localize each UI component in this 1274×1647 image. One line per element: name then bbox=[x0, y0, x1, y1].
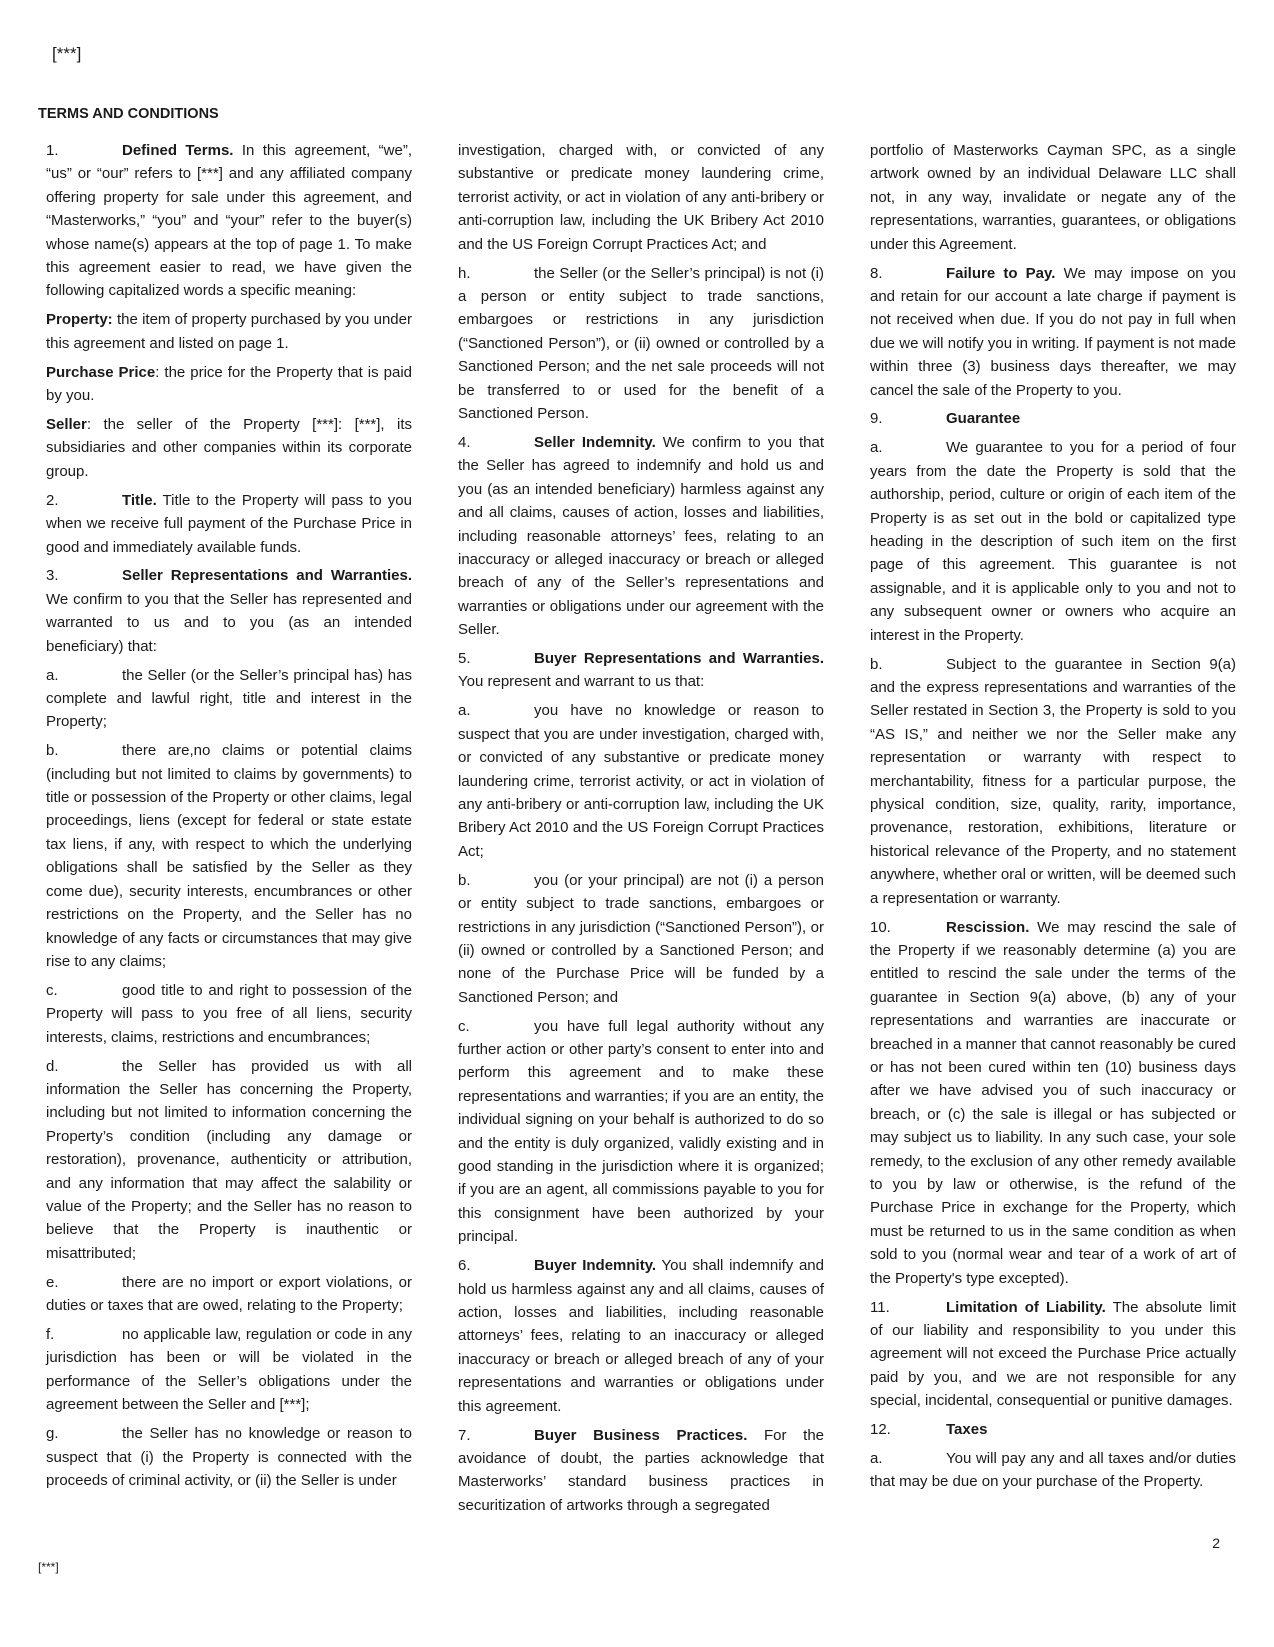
section-7-continued: portfolio of Masterworks Cayman SPC, as a single artwork owned by an individual Delaware LLC shall not, in any way, invalidate or negate any of the representations, warranties, guarantees, or obligations under this Agreement. bbox=[870, 142, 1236, 253]
section-10: 10. Rescission. We may rescind the sale of the Property if we reasonably determine (a) you are entitled to rescind the sale under the terms of the guarantee in Section 9(a) above, (b) any of your representations and warranties are inaccurate or breached in a manner that cannot reasonably be cured or has not been cured within ten (10) business days after we have advised you of such inaccuracy or breach, or (c) the sale is illegal or has subjected or may subject us to liability. In any such case, your sole remedy, to the exclusion of any other remedy available to you by law or otherwise, is the refund of the Purchase Price in exchange for the Property, which must be returned to us in the same condition as when sold to you (normal wear and tear of a work of art of the Property's type excepted). bbox=[870, 918, 1236, 1287]
section-3: 3. Seller Representations and Warranties. We confirm to you that the Seller has represented and warranted to us and to you (as an intended beneficiary) that: bbox=[46, 567, 412, 655]
clause-3g: g. the Seller has no knowledge or reason to suspect that (i) the Property is connected with the proceeds of criminal activity, or (ii) the Seller is under bbox=[46, 1425, 412, 1489]
section-7: 7. Buyer Business Practices. For the avoidance of doubt, the parties acknowledge that Masterworks’ standard business practices in securitization of artworks through a segregated bbox=[458, 1426, 824, 1514]
section-4: 4. Seller Indemnity. We confirm to you that the Seller has agreed to indemnify and hold us and you (as an intended beneficiary) harmless against any and all claims, causes of action, losses and liabilities, including reasonable attorneys’ fees, relating to an inaccuracy or alleged inaccuracy or breach or alleged breach of any of the Seller’s representations and warranties or obligations under our agreement with the Seller. bbox=[458, 433, 824, 639]
section-12: 12. Taxes bbox=[870, 1421, 988, 1439]
page-title: TERMS AND CONDITIONS bbox=[38, 106, 219, 122]
section-5: 5. Buyer Representations and Warranties. You represent and warrant to us that: bbox=[458, 650, 824, 691]
page-number: 2 bbox=[1212, 1535, 1220, 1551]
clause-3b: b. there are,no claims or potential claims (including but not limited to claims by governments) to title or possession of the Property or other claims, legal proceedings, liens (except for federal or state estate tax liens, if any, with respect to which the underlying obligations shall be satisfied by the Seller as they come due), security interests, encumbrances or other restrictions on the Property, and the Seller has no knowledge of any facts or circumstances that may give rise to any claims; bbox=[46, 742, 412, 970]
clause-3f: f. no applicable law, regulation or code in any jurisdiction has been or will be violated in the performance of the Seller’s obligations under the agreement between the Seller and [***]; bbox=[46, 1326, 412, 1414]
column-3 bbox=[870, 139, 1236, 1499]
column-2 bbox=[458, 139, 824, 1523]
clause-9b: b. Subject to the guarantee in Section 9(a) and the express representations and warranties of the Seller restated in Section 3, the Property is sold to you “AS IS,” and neither we nor the Seller make any representation or warranty with respect to merchantability, fitness for a particular purpose, the physical condition, size, quality, rarity, importance, provenance, restoration, exhibitions, literature or historical relevance of the Property, and no statement anywhere, whether oral or written, will be deemed such a representation or warranty. bbox=[870, 655, 1237, 907]
footer-placeholder: [***] bbox=[38, 1560, 59, 1574]
section-6: 6. Buyer Indemnity. You shall indemnify and hold us harmless against any and all claims, causes of action, losses and liabilities, including reasonable attorneys’ fees, relating to an inaccuracy or alleged inaccuracy or breach or alleged breach of any of your representations and warranties or obligations under this agreement. bbox=[458, 1257, 824, 1415]
clause-3h: h. the Seller (or the Seller’s principal) is not (i) a person or entity subject to trade sanctions, embargoes or restrictions in any jurisdiction (“Sanctioned Person”), or (ii) owned or controlled by a Sanctioned Person; and the net sale proceeds will not be transferred to or used for the benefit of a Sanctioned Person. bbox=[458, 264, 824, 422]
clause-3c: c. good title to and right to possession of the Property will pass to you free of all liens, security interests, claims, restrictions and encumbrances; bbox=[46, 981, 412, 1046]
clause-5b: b. you (or your principal) are not (i) a person or entity subject to trade sanctions, embargoes or restrictions in any jurisdiction (“Sanctioned Person”), or (ii) owned or controlled by a Sanctioned Person; and none of the Purchase Price will be funded by a Sanctioned Person; and bbox=[458, 871, 824, 1006]
section-8: 8. Failure to Pay. We may impose on you and retain for our account a late charge if payment is not received when due. If you do not pay in full when due we will notify you in writing. If payment is not made within three (3) business days thereafter, we may cancel the sale of the Property to you. bbox=[870, 264, 1236, 399]
clause-5a: a. you have no knowledge or reason to suspect that you are under investigation, charged with, or convicted of any substantive or predicate money laundering crime, terrorist activity, or act in violation of any anti-bribery or anti-corruption law, including the UK Bribery Act 2010 and the US Foreign Corrupt Practices Act; bbox=[458, 702, 824, 860]
header-placeholder: [***] bbox=[52, 44, 82, 63]
definition-purchase-price: Purchase Price: the price for the Property that is paid by you. bbox=[46, 363, 412, 405]
section-1: 1. Defined Terms. In this agreement, “we”, “us” or “our” refers to [***] and any affiliated company offering property for sale under this agreement, and “Masterworks,” “you” and “your” refer to the buyer(s) whose name(s) appears at the top of page 1. To make this agreement easier to read, we have given the following capitalized words a specific meaning: bbox=[46, 142, 412, 300]
definition-seller: Seller: the seller of the Property [***]: [***], its subsidiaries and other companies within its corporate group. bbox=[46, 415, 412, 480]
clause-3g-continued: investigation, charged with, or convicted of any substantive or predicate money laundering crime, terrorist activity, or act in violation of any anti-bribery or anti-corruption law, including the UK Bribery Act 2010 and the US Foreign Corrupt Practices Act; and bbox=[458, 142, 824, 253]
clause-5c: c. you have full legal authority without any further action or other party’s consent to enter into and perform this agreement and to make these representations and warranties; if you are an entity, the individual signing on your behalf is authorized to do so and the entity is duly organized, validly existing and in good standing in the jurisdiction where it is organized; if you are an agent, all commissions payable to you for this consignment have been authorized by your principal. bbox=[458, 1017, 824, 1246]
clause-3a: a. the Seller (or the Seller’s principal has) has complete and lawful right, title and interest in the Property; bbox=[46, 666, 412, 731]
section-2: 2. Title. Title to the Property will pass to you when we receive full payment of the Purchase Price in good and immediately available funds. bbox=[46, 491, 412, 556]
clause-3d: d. the Seller has provided us with all information the Seller has concerning the Property, including but not limited to information concerning the Property’s condition (including any damage or restoration), provenance, authenticity or attribution, and any information that may affect the salability or value of the Property; and the Seller has no reason to believe that the Property is inauthentic or misattributed; bbox=[46, 1057, 412, 1262]
column-1 bbox=[46, 139, 412, 1498]
definition-property: Property: the item of property purchased by you under this agreement and listed on page 1. bbox=[46, 311, 412, 352]
clause-9a: a. We guarantee to you for a period of four years from the date the Property is sold that the authorship, period, culture or origin of each item of the Property is as set out in the bold or capitalized type heading in the description of such item on the first page of this agreement. This guarantee is not assignable, and it is applicable only to you and not to any subsequent owner or owners who acquire an interest in the Property. bbox=[870, 439, 1236, 644]
clause-3e: e. there are no import or export violations, or duties or taxes that are owed, relating to the Property; bbox=[46, 1273, 412, 1315]
section-11: 11. Limitation of Liability. The absolute limit of our liability and responsibility to you under this agreement will not exceed the Purchase Price actually paid by you, and we are not responsible for any special, incidental, consequential or punitive damages. bbox=[870, 1298, 1236, 1410]
clause-12a: a. You will pay any and all taxes and/or duties that may be due on your purchase of the Property. bbox=[870, 1449, 1236, 1491]
section-9: 9. Guarantee bbox=[870, 410, 1021, 428]
